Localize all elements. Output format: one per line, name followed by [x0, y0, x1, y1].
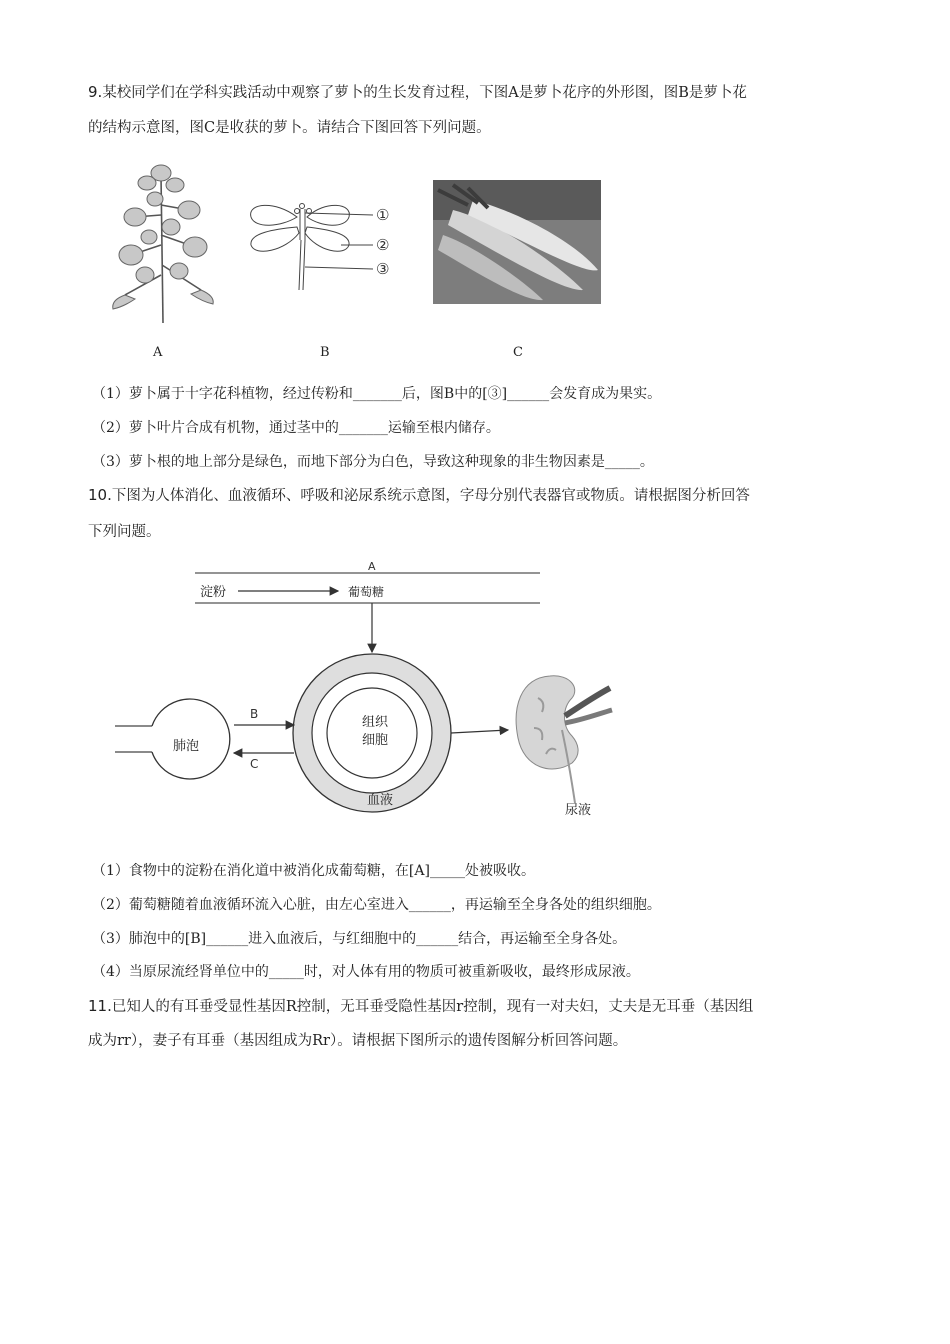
q11-stem-text1: 已知人的有耳垂受显性基因R控制，无耳垂受隐性基因r控制，现有一对夫妇，丈夫是无耳垂（基因组: [111, 999, 754, 1015]
callout-1: ①: [376, 206, 390, 224]
figure-a-label: A: [153, 345, 163, 360]
figure-c-label: C: [513, 345, 523, 360]
q11-stem-line2: 成为rr），妻子有耳垂（基因组成为Rr）。请根据下图所示的遗传图解分析回答问题。: [88, 1033, 628, 1049]
q10-sub3: （3）肺泡中的[B]______进入血液后，与红细胞中的______结合，再运输至全身各处。: [92, 931, 627, 947]
q10-stem-line2: 下列问题。: [88, 524, 161, 540]
q11-stem-line1: [88, 996, 753, 1017]
alveolus-label: 肺泡: [173, 739, 200, 754]
q10-sub2: （2）葡萄糖随着血液循环流入心脏，由左心室进入______，再运输至全身各处的组织细胞。: [92, 897, 661, 913]
tissue-label-2: 细胞: [362, 733, 389, 748]
q10-sub4: （4）当原尿流经肾单位中的_____时，对人体有用的物质可被重新吸收，最终形成尿液。: [92, 964, 640, 980]
q9-sub2: （2）萝卜叶片合成有机物，通过茎中的_______运输至根内储存。: [92, 420, 500, 436]
glucose-label: 葡萄糖: [348, 585, 385, 599]
harvested-radish-photo: [433, 180, 601, 304]
radish-inflorescence-figure: [105, 155, 220, 325]
tissue-label-1: 组织: [362, 715, 389, 730]
q9-number: 9.: [88, 83, 103, 101]
q9-stem-line2: 的结构示意图，图C是收获的萝卜。请结合下图回答下列问题。: [88, 120, 491, 136]
kidney-icon: [516, 676, 612, 803]
label-c: C: [250, 757, 259, 771]
q11-number: 11.: [88, 997, 112, 1015]
flower-structure-diagram: [245, 195, 415, 295]
q9-stem-text1: 某校同学们在学科实践活动中观察了萝卜的生长发育过程，下图A是萝卜花序的外形图，图B是萝卜花: [102, 85, 747, 101]
label-b: B: [250, 707, 259, 721]
callout-3: ③: [376, 260, 390, 278]
starch-label: 淀粉: [200, 585, 227, 600]
q9-sub1: （1）萝卜属于十字花科植物，经过传粉和_______后，图B中的[③]______会发育成为果实。: [92, 386, 662, 402]
body-systems-diagram: [110, 558, 670, 838]
blood-label: 血液: [367, 793, 394, 808]
to-kidney-arrow: [451, 730, 508, 733]
q10-stem-text1: 下图为人体消化、血液循环、呼吸和泌尿系统示意图，字母分别代表器官或物质。请根据图分析回答: [111, 488, 750, 504]
q10-sub1: （1）食物中的淀粉在消化道中被消化成葡萄糖，在[A]_____处被吸收。: [92, 863, 535, 879]
callout-2: ②: [376, 236, 390, 254]
q10-number: 10.: [88, 486, 112, 504]
q9-sub3: （3）萝卜根的地上部分是绿色，而地下部分为白色，导致这种现象的非生物因素是_____。: [92, 454, 654, 470]
figure-b-label: B: [320, 345, 330, 360]
q10-stem-line1: [88, 485, 750, 506]
urine-label: 尿液: [565, 803, 592, 818]
q9-stem-line1: [88, 82, 747, 103]
label-a: A: [368, 560, 376, 573]
